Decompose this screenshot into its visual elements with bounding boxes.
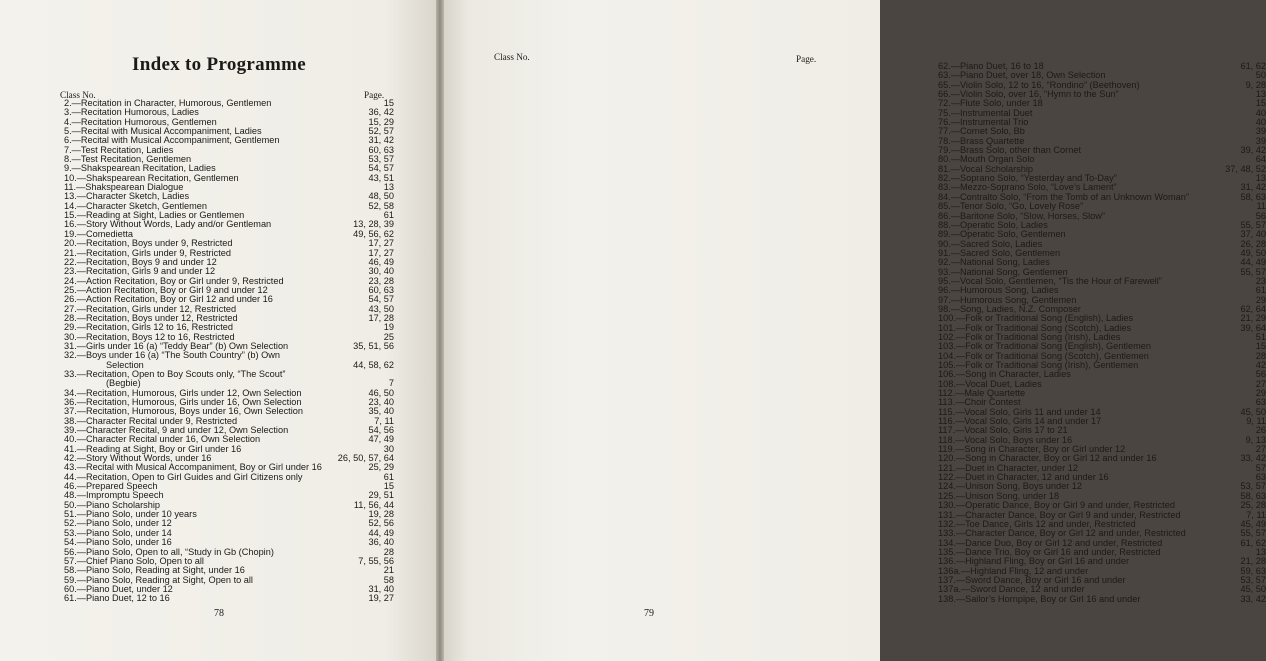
entry-text: 63.—Piano Duet, over 18, Own Selection — [938, 70, 1106, 81]
entry-text: 93.—National Song, Gentlemen — [938, 266, 1068, 277]
entry-text: 98.—Song, Ladies, N.Z. Composer — [938, 303, 1081, 314]
entry-text: 119.—Song in Character, Boy or Girl under 12 — [938, 444, 1126, 455]
entry-text: 75.—Instrumental Duet — [938, 107, 1033, 118]
entry-text: 43.—Recital with Musical Accompaniment, Boy or Girl under 16 — [64, 462, 322, 473]
entry-pages: 54, 57 — [368, 294, 394, 305]
entry-pages: 45, 49 — [1240, 518, 1266, 529]
entry-pages: 53, 57 — [368, 154, 394, 165]
entry-text: 66.—Violin Solo, over 16, “Hymn to the Sun” — [938, 89, 1119, 100]
entry-pages: 35, 51, 56 — [353, 340, 394, 351]
entry-pages: 61, 62 — [1240, 61, 1266, 71]
entry-text: 72.—Flute Solo, under 18 — [938, 98, 1043, 109]
entry-text: 41.—Reading at Sight, Boy or Girl under 16 — [64, 443, 242, 454]
index-entry — [938, 595, 1266, 604]
entry-pages: 46, 49 — [368, 256, 394, 267]
entry-pages: 13 — [1255, 173, 1266, 184]
page-number-right: 79 — [644, 608, 654, 619]
entry-text: 138.—Sailor’s Hornpipe, Boy or Girl 16 and under — [938, 593, 1141, 604]
entry-pages: 35, 40 — [368, 406, 394, 417]
entry-text: 28.—Recitation, Boys under 12, Restricted — [64, 312, 238, 323]
entry-pages: 33, 42 — [1240, 453, 1266, 464]
entry-pages: 23, 28 — [368, 275, 394, 286]
left-page — [0, 0, 438, 661]
entry-text: 36.—Recitation, Humorous, Girls under 16, Own Selection — [64, 397, 302, 407]
entry-text: 53.—Piano Solo, under 14 — [64, 527, 172, 538]
page-number-left: 78 — [214, 608, 224, 619]
entry-pages: 59, 63 — [1240, 565, 1266, 576]
entry-pages: 39, 64 — [1240, 322, 1266, 333]
entry-text: 105.—Folk or Traditional Song (Irish), Gentlemen — [938, 360, 1139, 370]
entry-text: 90.—Sacred Solo, Ladies — [938, 238, 1043, 249]
entry-text: 116.—Vocal Solo, Girls 14 and under 17 — [938, 416, 1102, 427]
entry-text: 38.—Character Recital under 9, Restricted — [64, 415, 238, 426]
entry-text: 76.—Instrumental Trio — [938, 117, 1029, 128]
entry-pages: 31, 40 — [368, 583, 394, 594]
entry-pages: 49, 56, 62 — [353, 228, 394, 239]
entry-text: 118.—Vocal Solo, Boys under 16 — [938, 434, 1073, 445]
entry-text: 101.—Folk or Traditional Song (Scotch), Ladies — [938, 322, 1132, 333]
entry-pages: 40 — [1255, 107, 1266, 118]
entry-text: 80.—Mouth Organ Solo — [938, 154, 1035, 165]
entry-text: 112.—Male Quartette — [938, 388, 1026, 399]
entry-text: 7.—Test Recitation, Ladies — [64, 144, 174, 155]
entry-pages: 25, 28 — [1240, 500, 1266, 511]
entry-text: 25.—Action Recitation, Boy or Girl 9 and under 12 — [64, 284, 268, 295]
entry-text: 44.—Recitation, Open to Girl Guides and Girl Citizens only — [64, 471, 303, 482]
entry-pages: 9, 13 — [1245, 434, 1266, 445]
entry-pages: 31, 42 — [368, 135, 394, 146]
entry-pages: 55, 57 — [1240, 266, 1266, 277]
entry-pages: 7, 11 — [374, 415, 394, 426]
entry-pages: 55, 57 — [1240, 528, 1266, 539]
entry-text: 137.—Sword Dance, Boy or Girl 16 and under — [938, 574, 1126, 585]
entry-text: 8.—Test Recitation, Gentlemen — [64, 154, 192, 165]
entry-text: 51.—Piano Solo, under 10 years — [64, 509, 197, 520]
book-gutter — [436, 0, 444, 661]
entry-pages: 15 — [1255, 98, 1266, 109]
entry-text: 137a.—Sword Dance, 12 and under — [938, 584, 1085, 595]
entry-pages: 26, 50, 57, 64 — [337, 453, 394, 464]
entry-pages: 30 — [383, 443, 394, 454]
entry-text: (Begbie) — [106, 378, 141, 389]
entry-pages: 39 — [1255, 126, 1266, 137]
entry-pages: 13 — [1255, 89, 1266, 100]
entry-pages: 44, 58, 62 — [353, 359, 394, 370]
entry-pages: 25, 29 — [368, 462, 394, 473]
entry-pages: 46, 50 — [368, 387, 394, 398]
entry-text: 5.—Recital with Musical Accompaniment, Ladies — [64, 126, 262, 137]
entry-text: 26.—Action Recitation, Boy or Girl 12 and under 16 — [64, 294, 273, 305]
entry-text: Selection — [106, 359, 144, 370]
entry-pages: 26 — [1255, 425, 1266, 436]
entry-text: 31.—Girls under 16 (a) “Teddy Bear” (b) Own Selection — [64, 340, 289, 351]
entry-text: 62.—Piano Duet, 16 to 18 — [938, 61, 1044, 71]
entry-pages: 52, 57 — [368, 126, 394, 137]
entry-text: 104.—Folk or Traditional Song (Scotch), Gentlemen — [938, 350, 1149, 361]
entry-text: 91.—Sacred Solo, Gentlemen — [938, 247, 1061, 258]
index-list-left — [64, 99, 394, 604]
entry-pages: 64 — [1255, 154, 1266, 165]
entry-text: 136a.—Highland Fling, 12 and under — [938, 565, 1089, 576]
entry-text: 95.—Vocal Solo, Gentlemen, “Tis the Hour of Farewell” — [938, 275, 1162, 286]
entry-text: 125.—Unison Song, under 18 — [938, 490, 1060, 501]
entry-pages: 54, 56 — [368, 425, 394, 436]
entry-text: 103.—Folk or Traditional Song (English), Gentlemen — [938, 341, 1151, 352]
entry-pages: 36, 42 — [368, 107, 394, 118]
entry-text: 58.—Piano Solo, Reading at Sight, under 16 — [64, 565, 245, 576]
entry-text: 13.—Character Sketch, Ladies — [64, 191, 190, 202]
entry-text: 3.—Recitation Humorous, Ladies — [64, 107, 199, 118]
entry-text: 2.—Recitation in Character, Humorous, Gentlemen — [64, 98, 272, 108]
entry-text: 59.—Piano Solo, Reading at Sight, Open to all — [64, 574, 253, 585]
entry-text: 10.—Shakspearean Recitation, Gentlemen — [64, 172, 239, 183]
entry-pages: 50 — [1255, 70, 1266, 81]
entry-text: 92.—National Song, Ladies — [938, 257, 1050, 268]
entry-pages: 56 — [1255, 369, 1266, 380]
entry-pages: 63 — [1255, 472, 1266, 483]
entry-text: 40.—Character Recital under 16, Own Selection — [64, 434, 261, 445]
entry-pages: 37, 40 — [1240, 229, 1266, 240]
entry-text: 97.—Humorous Song, Gentlemen — [938, 294, 1077, 305]
entry-pages: 62, 64 — [1240, 303, 1266, 314]
entry-pages: 28 — [383, 546, 394, 557]
index-list-right — [938, 62, 1266, 604]
entry-pages: 17, 27 — [368, 247, 394, 258]
entry-pages: 48, 50 — [368, 191, 394, 202]
entry-text: 131.—Character Dance, Boy or Girl 9 and under, Restricted — [938, 509, 1181, 520]
entry-text: 57.—Chief Piano Solo, Open to all — [64, 555, 204, 566]
entry-text: 24.—Action Recitation, Boy or Girl under 9, Restricted — [64, 275, 284, 286]
entry-pages: 33, 42 — [1240, 593, 1266, 604]
entry-text: 130.—Operatic Dance, Boy or Girl 9 and under, Restricted — [938, 500, 1175, 511]
entry-pages: 39, 42 — [1240, 145, 1266, 156]
entry-pages: 15 — [383, 481, 394, 492]
entry-pages: 40 — [1255, 117, 1266, 128]
entry-text: 96.—Humorous Song, Ladies — [938, 285, 1059, 296]
entry-text: 65.—Violin Solo, 12 to 16, “Rondino” (Beethoven) — [938, 79, 1140, 90]
entry-text: 9.—Shakspearean Recitation, Ladies — [64, 163, 216, 174]
entry-text: 20.—Recitation, Boys under 9, Restricted — [64, 238, 233, 249]
entry-text: 27.—Recitation, Girls under 12, Restricted — [64, 303, 237, 314]
entry-pages: 13, 28, 39 — [353, 219, 394, 230]
entry-pages: 58 — [383, 574, 394, 585]
entry-pages: 11 — [1256, 201, 1266, 212]
entry-text: 78.—Brass Quartette — [938, 135, 1025, 146]
entry-text: 108.—Vocal Duet, Ladies — [938, 378, 1042, 389]
entry-text: 79.—Brass Solo, other than Cornet — [938, 145, 1081, 156]
entry-pages: 21, 28 — [1240, 556, 1266, 567]
entry-pages: 13 — [1255, 546, 1266, 557]
entry-text: 60.—Piano Duet, under 12 — [64, 583, 173, 594]
entry-text: 39.—Character Recital, 9 and under 12, Own Selection — [64, 425, 289, 436]
entry-pages: 9, 11 — [1246, 416, 1266, 427]
entry-text: 6.—Recital with Musical Accompaniment, Gentlemen — [64, 135, 280, 146]
entry-pages: 21 — [383, 565, 394, 576]
entry-text: 33.—Recitation, Open to Boy Scouts only, “The Scout” — [64, 368, 286, 379]
entry-text: 19.—Comedietta — [64, 228, 133, 239]
entry-pages: 58, 63 — [1240, 191, 1266, 202]
entry-text: 86.—Baritone Solo, “Slow, Horses, Slow” — [938, 210, 1105, 221]
entry-pages: 25 — [383, 331, 394, 342]
entry-text: 133.—Character Dance, Boy or Girl 12 and under, Restricted — [938, 528, 1186, 539]
entry-pages: 53, 57 — [1240, 574, 1266, 585]
entry-text: 11.—Shakspearean Dialogue — [64, 182, 184, 193]
entry-text: 48.—Impromptu Speech — [64, 490, 164, 501]
entry-text: 120.—Song in Character, Boy or Girl 12 and under 16 — [938, 453, 1157, 464]
entry-pages: 30, 40 — [368, 266, 394, 277]
entry-text: 22.—Recitation, Boys 9 and under 12 — [64, 256, 217, 267]
page-column-header: Page. — [364, 90, 385, 100]
entry-text: 15.—Reading at Sight, Ladies or Gentlemen — [64, 210, 245, 221]
entry-text: 122.—Duet in Character, 12 and under 16 — [938, 472, 1109, 483]
entry-pages: 15 — [383, 98, 394, 108]
entry-text: 100.—Folk or Traditional Song (English), Ladies — [938, 313, 1134, 324]
entry-pages: 37, 48, 52 — [1225, 163, 1266, 174]
entry-pages: 45, 50 — [1240, 406, 1266, 417]
entry-pages: 49, 50 — [1240, 247, 1266, 258]
entry-pages: 47, 49 — [368, 434, 394, 445]
entry-pages: 51 — [1255, 331, 1266, 342]
entry-pages: 19, 27 — [368, 593, 394, 604]
entry-text: 16.—Story Without Words, Lady and/or Gentleman — [64, 219, 272, 230]
entry-text: 83.—Mezzo-Soprano Solo, “Love’s Lament” — [938, 182, 1117, 193]
entry-pages: 19 — [383, 322, 394, 333]
entry-pages: 26, 28 — [1240, 238, 1266, 249]
entry-text: 113.—Choir Contest — [938, 397, 1021, 408]
right-page — [442, 0, 1266, 661]
entry-text: 81.—Vocal Scholarship — [938, 163, 1033, 174]
entry-pages: 7 — [388, 378, 394, 389]
entry-pages: 58, 63 — [1240, 490, 1266, 501]
entry-text: 85.—Tenor Solo, “Go, Lovely Rose” — [938, 201, 1084, 212]
index-entry — [64, 594, 394, 603]
entry-text: 102.—Folk or Traditional Song (Irish), Ladies — [938, 331, 1121, 342]
entry-text: 54.—Piano Solo, under 16 — [64, 537, 172, 548]
entry-pages: 17, 27 — [368, 238, 394, 249]
entry-pages: 61 — [383, 471, 394, 482]
entry-pages: 7, 55, 56 — [358, 555, 394, 566]
entry-text: 89.—Operatic Solo, Gentlemen — [938, 229, 1066, 240]
entry-pages: 21, 29 — [1240, 313, 1266, 324]
entry-pages: 54, 57 — [368, 163, 394, 174]
entry-text: 136.—Highland Fling, Boy or Girl 16 and under — [938, 556, 1130, 567]
entry-pages: 60, 63 — [368, 144, 394, 155]
entry-pages: 31, 42 — [1240, 182, 1266, 193]
entry-pages: 23 — [1255, 275, 1266, 286]
entry-text: 117.—Vocal Solo, Girls 17 to 21 — [938, 425, 1068, 436]
entry-pages: 29 — [1255, 388, 1266, 399]
entry-text: 29.—Recitation, Girls 12 to 16, Restricted — [64, 322, 234, 333]
entry-text: 106.—Song in Character, Ladies — [938, 369, 1071, 380]
entry-pages: 63 — [1255, 397, 1266, 408]
entry-pages: 28 — [1255, 350, 1266, 361]
entry-text: 4.—Recitation Humorous, Gentlemen — [64, 116, 217, 127]
entry-pages: 13 — [383, 182, 394, 193]
entry-pages: 61, 62 — [1240, 537, 1266, 548]
entry-text: 46.—Prepared Speech — [64, 481, 158, 492]
entry-text: 135.—Dance Trio, Boy or Girl 16 and under, Restricted — [938, 546, 1161, 557]
entry-text: 121.—Duet in Character, under 12 — [938, 462, 1078, 473]
entry-pages: 11, 56, 44 — [353, 499, 394, 510]
entry-text: 77.—Cornet Solo, Bb — [938, 126, 1025, 137]
entry-pages: 23, 40 — [368, 397, 394, 407]
entry-pages: 15 — [1255, 341, 1266, 352]
entry-text: 42.—Story Without Words, under 16 — [64, 453, 212, 464]
page-column-header: Page. — [796, 54, 817, 64]
entry-text: 37.—Recitation, Humorous, Boys under 16, Own Selection — [64, 406, 303, 417]
entry-pages: 61 — [383, 210, 394, 221]
entry-text: 14.—Character Sketch, Gentlemen — [64, 200, 207, 211]
entry-pages: 55, 57 — [1240, 219, 1266, 230]
entry-pages: 9, 28 — [1245, 79, 1266, 90]
entry-text: 132.—Toe Dance, Girls 12 and under, Restricted — [938, 518, 1136, 529]
entry-pages: 29, 51 — [368, 490, 394, 501]
entry-pages: 60, 63 — [368, 284, 394, 295]
entry-pages: 53, 57 — [1240, 481, 1266, 492]
entry-pages: 29 — [1255, 294, 1266, 305]
entry-pages: 44, 49 — [1240, 257, 1266, 268]
entry-pages: 42 — [1255, 360, 1266, 370]
entry-text: 124.—Unison Song, Boys under 12 — [938, 481, 1083, 492]
entry-pages: 43, 50 — [368, 303, 394, 314]
page-title: Index to Programme — [132, 54, 306, 75]
entry-pages: 27 — [1255, 444, 1266, 455]
entry-pages: 36, 40 — [368, 537, 394, 548]
entry-text: 115.—Vocal Solo, Girls 11 and under 14 — [938, 406, 1101, 417]
entry-pages: 17, 28 — [368, 312, 394, 323]
entry-text: 61.—Piano Duet, 12 to 16 — [64, 593, 170, 604]
entry-text: 30.—Recitation, Boys 12 to 16, Restricted — [64, 331, 235, 342]
entry-text: 134.—Dance Duo, Boy or Girl 12 and under, Restricted — [938, 537, 1163, 548]
class-no-header: Class No. — [494, 52, 530, 62]
entry-text: 23.—Recitation, Girls 9 and under 12 — [64, 266, 216, 277]
entry-text: 56.—Piano Solo, Open to all, “Study in Gb (Chopin) — [64, 546, 274, 557]
entry-text: 52.—Piano Solo, under 12 — [64, 518, 172, 529]
entry-pages: 15, 29 — [368, 116, 394, 127]
entry-text: 50.—Piano Scholarship — [64, 499, 161, 510]
entry-pages: 57 — [1255, 462, 1266, 473]
entry-pages: 52, 56 — [368, 518, 394, 529]
entry-pages: 44, 49 — [368, 527, 394, 538]
entry-text: 88.—Operatic Solo, Ladies — [938, 219, 1048, 230]
entry-pages: 61 — [1255, 285, 1266, 296]
entry-text: 21.—Recitation, Girls under 9, Restricted — [64, 247, 231, 258]
entry-text: 84.—Contralto Solo, “From the Tomb of an Unknown Woman” — [938, 191, 1189, 202]
entry-pages: 52, 58 — [368, 200, 394, 211]
entry-pages: 19, 28 — [368, 509, 394, 520]
entry-text: 32.—Boys under 16 (a) “The South Country” (b) Own — [64, 350, 281, 361]
entry-pages: 7, 11 — [1246, 509, 1266, 520]
entry-pages: 56 — [1255, 210, 1266, 221]
entry-pages: 39 — [1255, 135, 1266, 146]
class-no-header: Class No. — [60, 90, 96, 100]
entry-text: 34.—Recitation, Humorous, Girls under 12, Own Selection — [64, 387, 302, 398]
entry-pages: 43, 51 — [368, 172, 394, 183]
entry-text: 82.—Soprano Solo, “Yesterday and To-Day” — [938, 173, 1117, 184]
entry-pages: 45, 50 — [1240, 584, 1266, 595]
entry-pages: 27 — [1255, 378, 1266, 389]
